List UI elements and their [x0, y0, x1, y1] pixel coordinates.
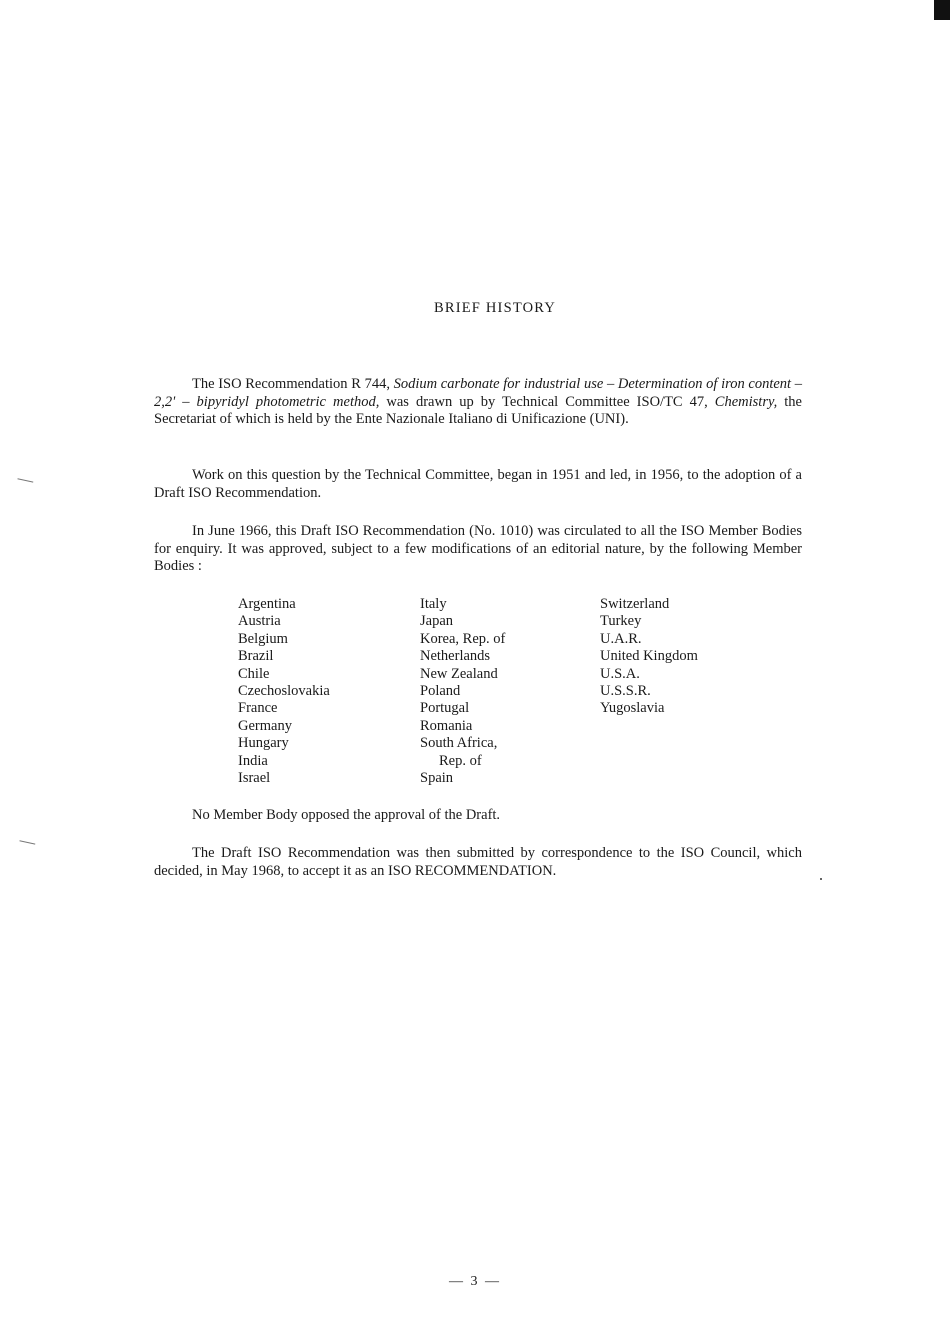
member-bodies-column-2: [420, 596, 505, 787]
member-body: India: [238, 752, 268, 769]
paragraph-no-opposition: No Member Body opposed the approval of the Draft.: [192, 807, 501, 823]
paragraph-circulation: In June 1966, this Draft ISO Recommendation (No. 1010) was circulated to all the ISO Member Bodies for enquiry. It was approved, subject to a few modifications of an editorial nature, by the following Member Bodies :: [154, 523, 802, 574]
member-body: Spain: [420, 770, 454, 787]
scan-artifact: [820, 878, 822, 880]
scan-artifact: [19, 834, 36, 844]
paragraph-origin-part1: The ISO Recommendation R 744,: [192, 376, 394, 392]
member-body: Czechoslovakia: [238, 683, 330, 700]
paragraph-council-decision: The Draft ISO Recommendation was then submitted by correspondence to the ISO Council, which decided, in May 1968, to accept it as an ISO RECOMMENDATION.: [154, 845, 802, 879]
member-bodies-column-3: [600, 596, 698, 718]
scan-artifact: [17, 472, 34, 482]
paragraph-origin-part2: was drawn up by Technical Committee ISO/TC 47,: [379, 393, 715, 410]
member-body: Germany: [238, 717, 292, 734]
page-number: — 3 —: [449, 1274, 501, 1289]
member-body: Belgium: [238, 630, 288, 647]
member-body: U.A.R.: [600, 630, 642, 647]
member-body: Hungary: [238, 735, 289, 752]
member-body: Brazil: [238, 648, 274, 665]
scan-corner-mark: [934, 0, 950, 20]
recommendation-title: Sodium carbonate for industrial use – Determination of iron content – 2,2' – bipyridyl photometric method,: [154, 376, 803, 410]
member-body: Argentina: [238, 596, 296, 612]
member-body-continuation: Rep. of: [439, 752, 482, 769]
paragraph-work-history: Work on this question by the Technical Committee, began in 1951 and led, in 1956, to the adoption of a Draft ISO Recommendation.: [154, 467, 802, 501]
member-body: U.S.A.: [600, 665, 640, 682]
member-body: Romania: [420, 717, 473, 734]
member-body: Switzerland: [600, 596, 670, 612]
member-body: Austria: [238, 613, 281, 630]
member-body: France: [238, 700, 278, 717]
member-body: Israel: [238, 770, 271, 787]
member-body: Poland: [420, 683, 461, 700]
member-body: Yugoslavia: [600, 700, 665, 717]
member-body: Korea, Rep. of: [420, 630, 506, 647]
member-body: United Kingdom: [600, 648, 698, 665]
member-body: Netherlands: [420, 648, 491, 665]
member-body: Chile: [238, 665, 270, 682]
paragraph-origin-part3: the Secretariat of which is held by the Ente Nazionale Italiano di Unificazione (UNI).: [154, 393, 802, 427]
member-bodies-column-1: [238, 596, 330, 787]
member-body: Japan: [420, 613, 454, 630]
paragraph-origin: [154, 376, 802, 429]
member-body: New Zealand: [420, 665, 498, 682]
member-body: Portugal: [420, 700, 470, 717]
member-body: Turkey: [600, 613, 642, 630]
member-body: U.S.S.R.: [600, 683, 651, 700]
member-body: Italy: [420, 596, 447, 612]
member-body: South Africa,: [420, 735, 498, 752]
page-title: BRIEF HISTORY: [433, 300, 557, 316]
committee-name: Chemistry,: [714, 393, 778, 410]
